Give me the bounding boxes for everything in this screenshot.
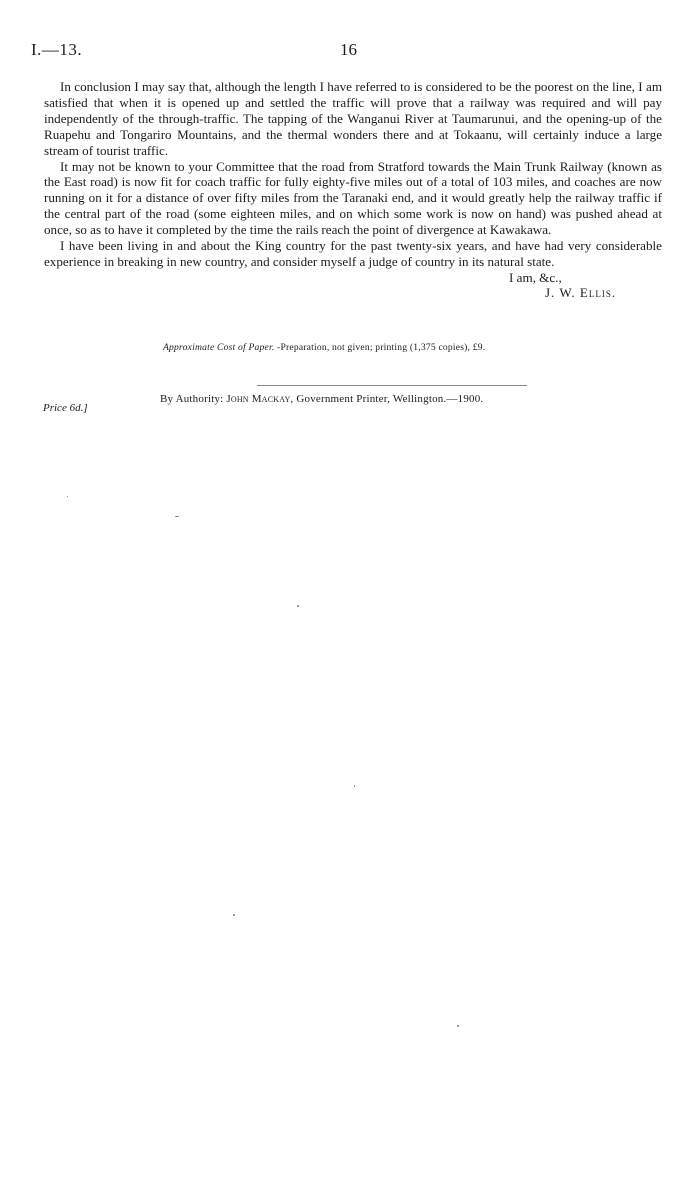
paragraph-east-road: It may not be known to your Committee that the road from Stratford towards the Main Trunk Railway (known as the East road) is now fit for coach traffic for fully eighty-five miles out of a total of 103 miles, and coaches are now running on it for a distance of over fifty miles from the Taranaki end, and it would greatly help the railway traffic if the central part of the road (some eighteen miles, and on which some work is now on hand) was pushed ahead at once, so as to have it completed by the time the rails reach the point of divergence at Kawakawa.	[44, 158, 662, 238]
letter-body	[44, 79, 662, 300]
scan-speck	[175, 516, 179, 517]
scan-speck	[354, 785, 355, 787]
cost-of-paper-note	[163, 342, 485, 353]
authority-prefix: By Authority:	[160, 393, 224, 405]
scan-speck	[297, 605, 299, 607]
divider-rule	[257, 385, 527, 386]
scan-speck	[67, 496, 68, 497]
signature: J. W. Ellis.	[545, 284, 617, 300]
authority-suffix: Government Printer, Wellington.—1900.	[296, 393, 484, 405]
document-reference: I.—13.	[31, 40, 83, 59]
cost-detail: -Preparation, not given; printing (1,375 copies), £9.	[277, 342, 486, 353]
cost-label: Approximate Cost of Paper.	[163, 342, 275, 353]
paragraph-experience: I have been living in and about the King country for the past twenty-six years, and have had very considerable experience in breaking in new country, and consider myself a judge of country in its natural state.	[44, 238, 662, 269]
printer-authority	[160, 393, 483, 405]
scan-speck	[233, 914, 235, 916]
paragraph-conclusion: In conclusion I may say that, although the length I have referred to is considered to be the poorest on the line, I am satisfied that when it is opened up and settled the traffic will prove that a railway was required and will pay independently of the through-traffic. The tapping of the Wanganui River at Taumarunui, and the opening-up of the Ruapehu and Tongariro Mountains, and the thermal wonders there and at Tokaanu, will certainly induce a large stream of tourist traffic.	[44, 79, 662, 158]
scan-speck	[457, 1025, 459, 1027]
printer-name: John Mackay,	[226, 393, 294, 405]
closing-block	[44, 269, 662, 300]
closing-salutation: I am, &c.,	[509, 269, 562, 285]
page-number: 16	[340, 40, 357, 59]
price-label: Price 6d.]	[43, 402, 88, 414]
